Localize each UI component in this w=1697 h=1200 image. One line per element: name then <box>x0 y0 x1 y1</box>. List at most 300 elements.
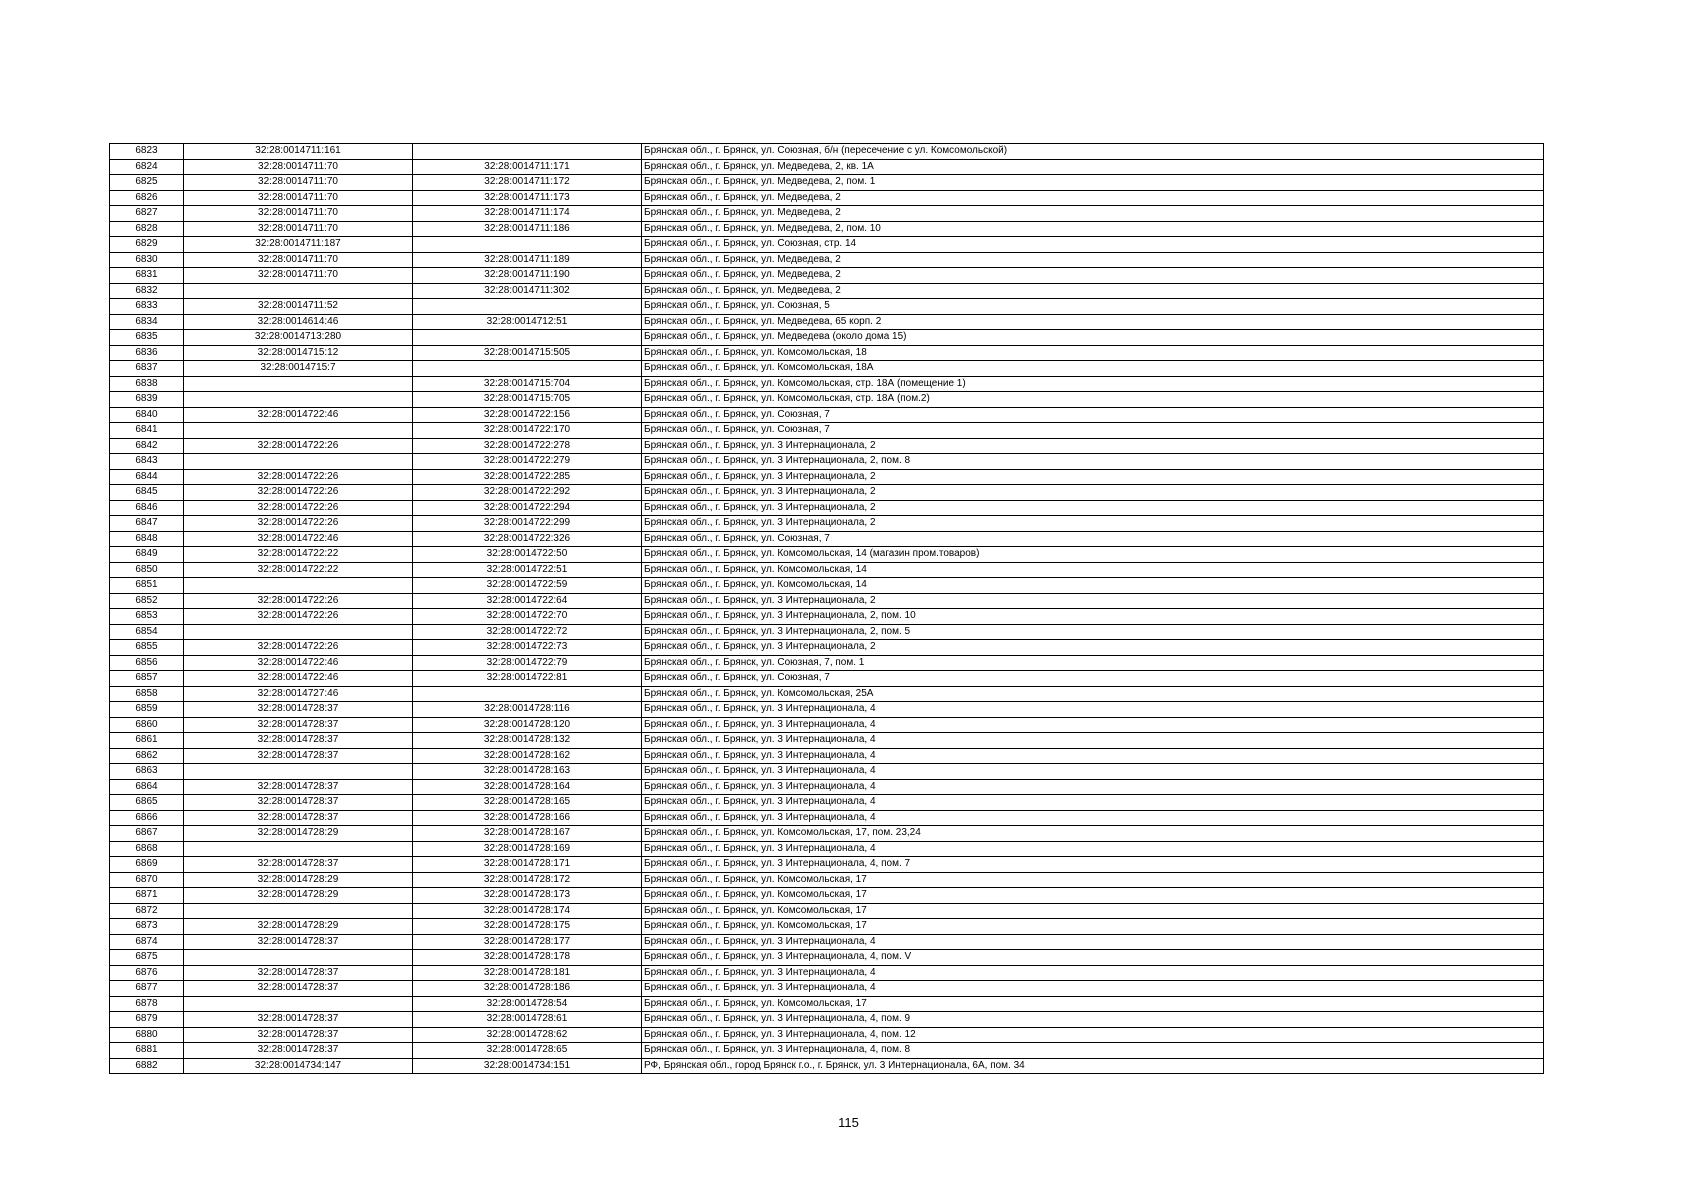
address-cell: Брянская обл., г. Брянск, ул. Медведева, 2 <box>642 283 1544 299</box>
cadastral-number-cell: 32:28:0014715:12 <box>184 345 413 361</box>
related-cadastral-number-cell: 32:28:0014711:186 <box>413 221 642 237</box>
table-row <box>110 159 1544 175</box>
row-number-cell: 6827 <box>110 206 184 222</box>
related-cadastral-number-cell: 32:28:0014728:177 <box>413 934 642 950</box>
address-cell: Брянская обл., г. Брянск, ул. Комсомольская, 17, пом. 23,24 <box>642 826 1544 842</box>
row-number-cell: 6843 <box>110 454 184 470</box>
table-row <box>110 810 1544 826</box>
related-cadastral-number-cell: 32:28:0014722:72 <box>413 624 642 640</box>
related-cadastral-number-cell: 32:28:0014722:64 <box>413 593 642 609</box>
row-number-cell: 6869 <box>110 857 184 873</box>
table-row <box>110 190 1544 206</box>
related-cadastral-number-cell: 32:28:0014722:294 <box>413 500 642 516</box>
cadastral-number-cell: 32:28:0014728:37 <box>184 717 413 733</box>
related-cadastral-number-cell: 32:28:0014728:172 <box>413 872 642 888</box>
address-cell: Брянская обл., г. Брянск, ул. 3 Интернационала, 4, пом. V <box>642 950 1544 966</box>
table-row <box>110 345 1544 361</box>
cadastral-number-cell: 32:28:0014711:70 <box>184 221 413 237</box>
cadastral-number-cell: 32:28:0014728:37 <box>184 702 413 718</box>
cadastral-number-cell: 32:28:0014722:26 <box>184 593 413 609</box>
row-number-cell: 6864 <box>110 779 184 795</box>
cadastral-number-cell: 32:28:0014722:22 <box>184 547 413 563</box>
address-cell: Брянская обл., г. Брянск, ул. Комсомольская, 14 (магазин пром.товаров) <box>642 547 1544 563</box>
cadastral-number-cell: 32:28:0014722:46 <box>184 531 413 547</box>
table-row <box>110 655 1544 671</box>
row-number-cell: 6879 <box>110 1012 184 1028</box>
cadastral-number-cell <box>184 996 413 1012</box>
address-cell: Брянская обл., г. Брянск, ул. 3 Интернационала, 4 <box>642 981 1544 997</box>
address-cell: Брянская обл., г. Брянск, ул. 3 Интернационала, 4 <box>642 717 1544 733</box>
cadastral-number-cell <box>184 454 413 470</box>
row-number-cell: 6839 <box>110 392 184 408</box>
cadastral-number-cell: 32:28:0014722:26 <box>184 500 413 516</box>
address-cell: Брянская обл., г. Брянск, ул. 3 Интернационала, 2 <box>642 485 1544 501</box>
address-cell: Брянская обл., г. Брянск, ул. Медведева, 2 <box>642 190 1544 206</box>
cadastral-number-cell: 32:28:0014728:37 <box>184 779 413 795</box>
cadastral-number-cell: 32:28:0014728:29 <box>184 919 413 935</box>
cadastral-number-cell: 32:28:0014711:70 <box>184 252 413 268</box>
table-row <box>110 144 1544 160</box>
address-cell: Брянская обл., г. Брянск, ул. Комсомольская, 14 <box>642 578 1544 594</box>
related-cadastral-number-cell: 32:28:0014728:166 <box>413 810 642 826</box>
cadastral-number-cell: 32:28:0014711:187 <box>184 237 413 253</box>
cadastral-number-cell <box>184 841 413 857</box>
address-cell: Брянская обл., г. Брянск, ул. Союзная, б/н (пересечение с ул. Комсомольской) <box>642 144 1544 160</box>
cadastral-number-cell: 32:28:0014711:161 <box>184 144 413 160</box>
address-cell: Брянская обл., г. Брянск, ул. Медведева, 65 корп. 2 <box>642 314 1544 330</box>
row-number-cell: 6833 <box>110 299 184 315</box>
cadastral-number-cell: 32:28:0014722:46 <box>184 655 413 671</box>
row-number-cell: 6852 <box>110 593 184 609</box>
address-cell: Брянская обл., г. Брянск, ул. 3 Интернационала, 4 <box>642 795 1544 811</box>
cadastral-number-cell: 32:28:0014728:37 <box>184 857 413 873</box>
cadastral-number-cell: 32:28:0014728:37 <box>184 795 413 811</box>
address-cell: Брянская обл., г. Брянск, ул. Союзная, 7 <box>642 423 1544 439</box>
address-cell: Брянская обл., г. Брянск, ул. 3 Интернационала, 4 <box>642 764 1544 780</box>
table-row <box>110 919 1544 935</box>
cadastral-number-cell: 32:28:0014722:26 <box>184 640 413 656</box>
table-row <box>110 671 1544 687</box>
row-number-cell: 6845 <box>110 485 184 501</box>
table-row <box>110 1027 1544 1043</box>
address-cell: Брянская обл., г. Брянск, ул. 3 Интернационала, 2, пом. 8 <box>642 454 1544 470</box>
cadastral-number-cell: 32:28:0014722:46 <box>184 671 413 687</box>
cadastral-number-cell: 32:28:0014728:29 <box>184 872 413 888</box>
related-cadastral-number-cell: 32:28:0014728:164 <box>413 779 642 795</box>
cadastral-number-cell: 32:28:0014713:280 <box>184 330 413 346</box>
address-cell: Брянская обл., г. Брянск, ул. Комсомольская, 17 <box>642 996 1544 1012</box>
related-cadastral-number-cell: 32:28:0014722:326 <box>413 531 642 547</box>
related-cadastral-number-cell: 32:28:0014722:70 <box>413 609 642 625</box>
table-row <box>110 888 1544 904</box>
address-cell: Брянская обл., г. Брянск, ул. Медведева, 2 <box>642 252 1544 268</box>
table-row <box>110 934 1544 950</box>
address-cell: Брянская обл., г. Брянск, ул. 3 Интернационала, 2, пом. 5 <box>642 624 1544 640</box>
related-cadastral-number-cell: 32:28:0014712:51 <box>413 314 642 330</box>
address-cell: Брянская обл., г. Брянск, ул. 3 Интернационала, 2 <box>642 516 1544 532</box>
table-row <box>110 857 1544 873</box>
address-cell: Брянская обл., г. Брянск, ул. Медведева, 2, пом. 1 <box>642 175 1544 191</box>
cadastral-number-cell: 32:28:0014711:70 <box>184 268 413 284</box>
cadastral-number-cell: 32:28:0014728:37 <box>184 965 413 981</box>
row-number-cell: 6830 <box>110 252 184 268</box>
address-cell: Брянская обл., г. Брянск, ул. Союзная, 7 <box>642 407 1544 423</box>
address-cell: Брянская обл., г. Брянск, ул. Комсомольская, 25А <box>642 686 1544 702</box>
related-cadastral-number-cell: 32:28:0014728:132 <box>413 733 642 749</box>
cadastral-number-cell: 32:28:0014722:26 <box>184 469 413 485</box>
cadastral-number-cell: 32:28:0014728:29 <box>184 888 413 904</box>
related-cadastral-number-cell: 32:28:0014722:73 <box>413 640 642 656</box>
table-row <box>110 1043 1544 1059</box>
row-number-cell: 6824 <box>110 159 184 175</box>
table-row <box>110 392 1544 408</box>
table-row <box>110 330 1544 346</box>
address-cell: Брянская обл., г. Брянск, ул. 3 Интернационала, 2 <box>642 593 1544 609</box>
address-cell: Брянская обл., г. Брянск, ул. 3 Интернационала, 2 <box>642 500 1544 516</box>
table-row <box>110 423 1544 439</box>
row-number-cell: 6825 <box>110 175 184 191</box>
row-number-cell: 6875 <box>110 950 184 966</box>
table-row <box>110 826 1544 842</box>
row-number-cell: 6868 <box>110 841 184 857</box>
row-number-cell: 6846 <box>110 500 184 516</box>
cadastral-number-cell: 32:28:0014711:70 <box>184 159 413 175</box>
row-number-cell: 6851 <box>110 578 184 594</box>
row-number-cell: 6877 <box>110 981 184 997</box>
row-number-cell: 6828 <box>110 221 184 237</box>
table-row <box>110 686 1544 702</box>
cadastral-number-cell <box>184 903 413 919</box>
address-cell: Брянская обл., г. Брянск, ул. 3 Интернационала, 4 <box>642 841 1544 857</box>
row-number-cell: 6882 <box>110 1058 184 1074</box>
related-cadastral-number-cell: 32:28:0014722:285 <box>413 469 642 485</box>
related-cadastral-number-cell <box>413 237 642 253</box>
table-row <box>110 593 1544 609</box>
cadastral-number-cell: 32:28:0014728:37 <box>184 981 413 997</box>
related-cadastral-number-cell: 32:28:0014728:174 <box>413 903 642 919</box>
address-cell: Брянская обл., г. Брянск, ул. Медведева, 2 <box>642 268 1544 284</box>
table-row <box>110 407 1544 423</box>
cadastral-number-cell: 32:28:0014722:26 <box>184 485 413 501</box>
table-row <box>110 283 1544 299</box>
cadastral-number-cell <box>184 950 413 966</box>
row-number-cell: 6826 <box>110 190 184 206</box>
related-cadastral-number-cell: 32:28:0014728:120 <box>413 717 642 733</box>
row-number-cell: 6858 <box>110 686 184 702</box>
address-cell: Брянская обл., г. Брянск, ул. 3 Интернационала, 2 <box>642 469 1544 485</box>
address-cell: Брянская обл., г. Брянск, ул. Союзная, 7, пом. 1 <box>642 655 1544 671</box>
address-cell: Брянская обл., г. Брянск, ул. Комсомольская, 17 <box>642 919 1544 935</box>
row-number-cell: 6837 <box>110 361 184 377</box>
cadastral-number-cell: 32:28:0014614:46 <box>184 314 413 330</box>
address-cell: Брянская обл., г. Брянск, ул. 3 Интернационала, 4 <box>642 748 1544 764</box>
row-number-cell: 6878 <box>110 996 184 1012</box>
address-cell: Брянская обл., г. Брянск, ул. 3 Интернационала, 4, пом. 7 <box>642 857 1544 873</box>
address-cell: Брянская обл., г. Брянск, ул. 3 Интернационала, 4 <box>642 733 1544 749</box>
row-number-cell: 6836 <box>110 345 184 361</box>
related-cadastral-number-cell: 32:28:0014722:59 <box>413 578 642 594</box>
address-cell: Брянская обл., г. Брянск, ул. Комсомольская, 17 <box>642 872 1544 888</box>
cadastral-number-cell: 32:28:0014727:46 <box>184 686 413 702</box>
cadastral-number-cell: 32:28:0014734:147 <box>184 1058 413 1074</box>
related-cadastral-number-cell: 32:28:0014722:81 <box>413 671 642 687</box>
address-cell: Брянская обл., г. Брянск, ул. 3 Интернационала, 4 <box>642 810 1544 826</box>
cadastral-number-cell: 32:28:0014728:37 <box>184 1027 413 1043</box>
row-number-cell: 6840 <box>110 407 184 423</box>
related-cadastral-number-cell: 32:28:0014728:175 <box>413 919 642 935</box>
related-cadastral-number-cell: 32:28:0014722:170 <box>413 423 642 439</box>
address-cell: Брянская обл., г. Брянск, ул. Комсомольская, стр. 18А (помещение 1) <box>642 376 1544 392</box>
row-number-cell: 6853 <box>110 609 184 625</box>
cadastral-number-cell: 32:28:0014711:70 <box>184 206 413 222</box>
address-cell: Брянская обл., г. Брянск, ул. Комсомольская, 17 <box>642 903 1544 919</box>
related-cadastral-number-cell: 32:28:0014711:189 <box>413 252 642 268</box>
row-number-cell: 6844 <box>110 469 184 485</box>
address-cell: Брянская обл., г. Брянск, ул. Союзная, 5 <box>642 299 1544 315</box>
row-number-cell: 6871 <box>110 888 184 904</box>
address-cell: Брянская обл., г. Брянск, ул. 3 Интернационала, 4, пом. 12 <box>642 1027 1544 1043</box>
table-row <box>110 578 1544 594</box>
address-cell: РФ, Брянская обл., город Брянск г.о., г. Брянск, ул. 3 Интернационала, 6А, пом. 34 <box>642 1058 1544 1074</box>
row-number-cell: 6866 <box>110 810 184 826</box>
cadastral-number-cell <box>184 764 413 780</box>
table-row <box>110 547 1544 563</box>
row-number-cell: 6823 <box>110 144 184 160</box>
cadastral-number-cell <box>184 392 413 408</box>
table-row <box>110 314 1544 330</box>
table-row <box>110 624 1544 640</box>
cadastral-number-cell: 32:28:0014728:29 <box>184 826 413 842</box>
row-number-cell: 6831 <box>110 268 184 284</box>
table-row <box>110 252 1544 268</box>
table-row <box>110 562 1544 578</box>
related-cadastral-number-cell: 32:28:0014711:173 <box>413 190 642 206</box>
address-cell: Брянская обл., г. Брянск, ул. 3 Интернационала, 4 <box>642 965 1544 981</box>
table-row <box>110 640 1544 656</box>
address-cell: Брянская обл., г. Брянск, ул. Медведева, 2, пом. 10 <box>642 221 1544 237</box>
address-cell: Брянская обл., г. Брянск, ул. 3 Интернационала, 4 <box>642 779 1544 795</box>
table-row <box>110 779 1544 795</box>
row-number-cell: 6876 <box>110 965 184 981</box>
related-cadastral-number-cell <box>413 361 642 377</box>
cadastral-number-cell: 32:28:0014728:37 <box>184 1043 413 1059</box>
registry-table-body <box>110 144 1544 1074</box>
row-number-cell: 6859 <box>110 702 184 718</box>
related-cadastral-number-cell: 32:28:0014722:50 <box>413 547 642 563</box>
table-row <box>110 454 1544 470</box>
page-number: 115 <box>838 1115 859 1130</box>
related-cadastral-number-cell: 32:28:0014728:61 <box>413 1012 642 1028</box>
address-cell: Брянская обл., г. Брянск, ул. 3 Интернационала, 4, пом. 8 <box>642 1043 1544 1059</box>
row-number-cell: 6855 <box>110 640 184 656</box>
address-cell: Брянская обл., г. Брянск, ул. Комсомольская, 17 <box>642 888 1544 904</box>
row-number-cell: 6829 <box>110 237 184 253</box>
row-number-cell: 6881 <box>110 1043 184 1059</box>
row-number-cell: 6872 <box>110 903 184 919</box>
table-row <box>110 981 1544 997</box>
cadastral-number-cell: 32:28:0014722:26 <box>184 438 413 454</box>
related-cadastral-number-cell: 32:28:0014728:169 <box>413 841 642 857</box>
row-number-cell: 6841 <box>110 423 184 439</box>
cadastral-number-cell: 32:28:0014711:52 <box>184 299 413 315</box>
cadastral-number-cell: 32:28:0014728:37 <box>184 733 413 749</box>
table-row <box>110 299 1544 315</box>
related-cadastral-number-cell: 32:28:0014728:178 <box>413 950 642 966</box>
row-number-cell: 6861 <box>110 733 184 749</box>
row-number-cell: 6863 <box>110 764 184 780</box>
related-cadastral-number-cell <box>413 330 642 346</box>
related-cadastral-number-cell: 32:28:0014711:172 <box>413 175 642 191</box>
related-cadastral-number-cell: 32:28:0014728:171 <box>413 857 642 873</box>
cadastral-number-cell <box>184 423 413 439</box>
table-row <box>110 438 1544 454</box>
row-number-cell: 6847 <box>110 516 184 532</box>
related-cadastral-number-cell: 32:28:0014728:181 <box>413 965 642 981</box>
table-row <box>110 702 1544 718</box>
row-number-cell: 6862 <box>110 748 184 764</box>
cadastral-number-cell <box>184 283 413 299</box>
related-cadastral-number-cell: 32:28:0014715:505 <box>413 345 642 361</box>
table-row <box>110 764 1544 780</box>
address-cell: Брянская обл., г. Брянск, ул. Медведева (около дома 15) <box>642 330 1544 346</box>
related-cadastral-number-cell: 32:28:0014722:156 <box>413 407 642 423</box>
cadastral-number-cell: 32:28:0014728:37 <box>184 748 413 764</box>
related-cadastral-number-cell: 32:28:0014728:62 <box>413 1027 642 1043</box>
related-cadastral-number-cell: 32:28:0014728:163 <box>413 764 642 780</box>
row-number-cell: 6873 <box>110 919 184 935</box>
table-row <box>110 237 1544 253</box>
table-row <box>110 469 1544 485</box>
related-cadastral-number-cell: 32:28:0014715:705 <box>413 392 642 408</box>
related-cadastral-number-cell: 32:28:0014722:292 <box>413 485 642 501</box>
row-number-cell: 6849 <box>110 547 184 563</box>
related-cadastral-number-cell: 32:28:0014722:51 <box>413 562 642 578</box>
table-row <box>110 485 1544 501</box>
cadastral-number-cell <box>184 376 413 392</box>
table-row <box>110 221 1544 237</box>
table-row <box>110 609 1544 625</box>
cadastral-number-cell: 32:28:0014722:26 <box>184 609 413 625</box>
address-cell: Брянская обл., г. Брянск, ул. Союзная, стр. 14 <box>642 237 1544 253</box>
cadastral-number-cell: 32:28:0014728:37 <box>184 1012 413 1028</box>
related-cadastral-number-cell: 32:28:0014728:173 <box>413 888 642 904</box>
related-cadastral-number-cell: 32:28:0014715:704 <box>413 376 642 392</box>
address-cell: Брянская обл., г. Брянск, ул. Медведева, 2 <box>642 206 1544 222</box>
related-cadastral-number-cell: 32:28:0014722:279 <box>413 454 642 470</box>
related-cadastral-number-cell <box>413 299 642 315</box>
table-row <box>110 841 1544 857</box>
related-cadastral-number-cell: 32:28:0014711:302 <box>413 283 642 299</box>
table-row <box>110 376 1544 392</box>
table-row <box>110 996 1544 1012</box>
cadastral-number-cell: 32:28:0014728:37 <box>184 934 413 950</box>
cadastral-number-cell: 32:28:0014722:22 <box>184 562 413 578</box>
address-cell: Брянская обл., г. Брянск, ул. Комсомольская, 14 <box>642 562 1544 578</box>
related-cadastral-number-cell: 32:28:0014728:165 <box>413 795 642 811</box>
table-row <box>110 950 1544 966</box>
address-cell: Брянская обл., г. Брянск, ул. Медведева, 2, кв. 1А <box>642 159 1544 175</box>
related-cadastral-number-cell: 32:28:0014722:278 <box>413 438 642 454</box>
table-row <box>110 175 1544 191</box>
related-cadastral-number-cell: 32:28:0014711:171 <box>413 159 642 175</box>
address-cell: Брянская обл., г. Брянск, ул. Комсомольская, 18 <box>642 345 1544 361</box>
cadastral-number-cell: 32:28:0014728:37 <box>184 810 413 826</box>
related-cadastral-number-cell: 32:28:0014728:167 <box>413 826 642 842</box>
table-row <box>110 268 1544 284</box>
registry-table <box>109 143 1544 1074</box>
cadastral-number-cell: 32:28:0014711:70 <box>184 190 413 206</box>
related-cadastral-number-cell: 32:28:0014728:162 <box>413 748 642 764</box>
cadastral-number-cell: 32:28:0014715:7 <box>184 361 413 377</box>
related-cadastral-number-cell: 32:28:0014734:151 <box>413 1058 642 1074</box>
table-row <box>110 1058 1544 1074</box>
table-row <box>110 717 1544 733</box>
table-row <box>110 1012 1544 1028</box>
cadastral-number-cell: 32:28:0014711:70 <box>184 175 413 191</box>
row-number-cell: 6870 <box>110 872 184 888</box>
related-cadastral-number-cell: 32:28:0014728:116 <box>413 702 642 718</box>
address-cell: Брянская обл., г. Брянск, ул. 3 Интернационала, 4 <box>642 934 1544 950</box>
table-row <box>110 500 1544 516</box>
row-number-cell: 6835 <box>110 330 184 346</box>
table-row <box>110 361 1544 377</box>
table-row <box>110 903 1544 919</box>
row-number-cell: 6865 <box>110 795 184 811</box>
table-row <box>110 531 1544 547</box>
cadastral-number-cell <box>184 578 413 594</box>
address-cell: Брянская обл., г. Брянск, ул. 3 Интернационала, 2 <box>642 438 1544 454</box>
related-cadastral-number-cell: 32:28:0014728:186 <box>413 981 642 997</box>
address-cell: Брянская обл., г. Брянск, ул. 3 Интернационала, 2 <box>642 640 1544 656</box>
table-row <box>110 795 1544 811</box>
address-cell: Брянская обл., г. Брянск, ул. 3 Интернационала, 4, пом. 9 <box>642 1012 1544 1028</box>
table-row <box>110 965 1544 981</box>
row-number-cell: 6850 <box>110 562 184 578</box>
table-row <box>110 748 1544 764</box>
related-cadastral-number-cell: 32:28:0014711:174 <box>413 206 642 222</box>
related-cadastral-number-cell <box>413 686 642 702</box>
table-row <box>110 516 1544 532</box>
row-number-cell: 6832 <box>110 283 184 299</box>
cadastral-number-cell: 32:28:0014722:26 <box>184 516 413 532</box>
related-cadastral-number-cell: 32:28:0014722:79 <box>413 655 642 671</box>
row-number-cell: 6834 <box>110 314 184 330</box>
row-number-cell: 6860 <box>110 717 184 733</box>
address-cell: Брянская обл., г. Брянск, ул. 3 Интернационала, 2, пом. 10 <box>642 609 1544 625</box>
address-cell: Брянская обл., г. Брянск, ул. Союзная, 7 <box>642 531 1544 547</box>
row-number-cell: 6854 <box>110 624 184 640</box>
row-number-cell: 6867 <box>110 826 184 842</box>
row-number-cell: 6856 <box>110 655 184 671</box>
address-cell: Брянская обл., г. Брянск, ул. Союзная, 7 <box>642 671 1544 687</box>
address-cell: Брянская обл., г. Брянск, ул. Комсомольская, 18А <box>642 361 1544 377</box>
address-cell: Брянская обл., г. Брянск, ул. 3 Интернационала, 4 <box>642 702 1544 718</box>
table-row <box>110 206 1544 222</box>
row-number-cell: 6874 <box>110 934 184 950</box>
row-number-cell: 6848 <box>110 531 184 547</box>
cadastral-number-cell <box>184 624 413 640</box>
table-row <box>110 872 1544 888</box>
address-cell: Брянская обл., г. Брянск, ул. Комсомольская, стр. 18А (пом.2) <box>642 392 1544 408</box>
table-row <box>110 733 1544 749</box>
row-number-cell: 6880 <box>110 1027 184 1043</box>
related-cadastral-number-cell: 32:28:0014728:54 <box>413 996 642 1012</box>
related-cadastral-number-cell: 32:28:0014722:299 <box>413 516 642 532</box>
cadastral-number-cell: 32:28:0014722:46 <box>184 407 413 423</box>
related-cadastral-number-cell: 32:28:0014728:65 <box>413 1043 642 1059</box>
row-number-cell: 6842 <box>110 438 184 454</box>
related-cadastral-number-cell: 32:28:0014711:190 <box>413 268 642 284</box>
